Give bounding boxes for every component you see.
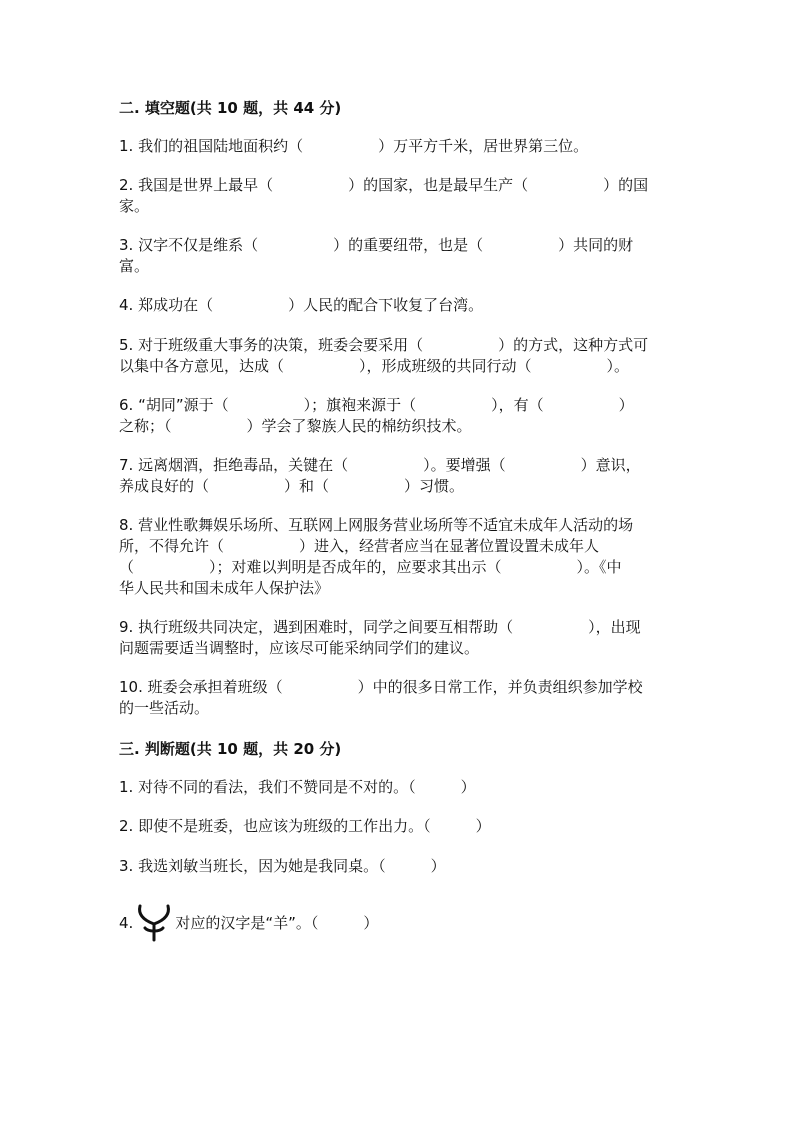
question-line: 4. 郑成功在（ ）人民的配合下收复了台湾。 xyxy=(119,296,484,314)
question-line: 7. 远离烟酒，拒绝毒品，关键在（ ）。要增强（ ）意识， xyxy=(119,456,641,474)
section-title-true-false: 三. 判断题(共 10 题，共 20 分) xyxy=(119,740,342,758)
question-line: 华人民共和国未成年人保护法》 xyxy=(119,579,330,597)
judge-question-3 xyxy=(119,856,679,877)
question-number: 4. xyxy=(119,913,134,932)
question-line: 富。 xyxy=(119,257,150,275)
question-line: 5. 对于班级重大事务的决策，班委会要采用（ ）的方式，这种方式可 xyxy=(119,336,649,354)
question-line: 3. 我选刘敏当班长，因为她是我同桌。（ ） xyxy=(119,857,446,875)
question-line: 3. 汉字不仅是维系（ ）的重要纽带，也是（ ）共同的财 xyxy=(119,236,634,254)
fill-question-5 xyxy=(119,335,679,377)
question-line: 问题需要适当调整时，应该尽可能采纳同学们的建议。 xyxy=(119,639,480,657)
fill-question-10 xyxy=(119,677,679,719)
question-line: 2. 我国是世界上最早（ ）的国家，也是最早生产（ ）的国 xyxy=(119,176,649,194)
fill-question-2 xyxy=(119,175,679,217)
question-line: （ ）；对难以判明是否成年的，应要求其出示（ ）。《中 xyxy=(119,558,622,576)
fill-question-8 xyxy=(119,515,679,599)
question-line: 的一些活动。 xyxy=(119,699,210,717)
fill-question-9 xyxy=(119,617,679,659)
question-line: 9. 执行班级共同决定，遇到困难时，同学之间要互相帮助（ ），出现 xyxy=(119,618,641,636)
fill-question-7 xyxy=(119,455,679,497)
question-text: 对应的汉字是“羊”。（ ） xyxy=(175,913,379,932)
question-line: 6. “胡同”源于（ ）；旗袍来源于（ ），有（ ） xyxy=(119,396,634,414)
question-line: 家。 xyxy=(119,197,150,215)
question-line: 所，不得允许（ ）进入，经营者应当在显著位置设置未成年人 xyxy=(119,537,600,555)
judge-question-1 xyxy=(119,777,679,798)
section-title-fill-blank: 二. 填空题(共 10 题，共 44 分) xyxy=(119,99,342,117)
fill-question-6 xyxy=(119,395,679,437)
judge-question-4 xyxy=(119,902,378,944)
question-line: 8. 营业性歌舞娱乐场所、互联网上网服务营业场所等不适宜未成年人活动的场 xyxy=(119,516,634,534)
judge-question-2 xyxy=(119,816,679,837)
fill-question-3 xyxy=(119,235,679,277)
question-line: 1. 我们的祖国陆地面积约（ ）万平方千米，居世界第三位。 xyxy=(119,137,589,155)
question-line: 以集中各方意见，达成（ ），形成班级的共同行动（ ）。 xyxy=(119,357,630,375)
fill-question-1 xyxy=(119,136,679,157)
oracle-bone-sheep-icon xyxy=(135,902,173,944)
question-line: 养成良好的（ ）和（ ）习惯。 xyxy=(119,477,465,495)
question-line: 2. 即使不是班委，也应该为班级的工作出力。（ ） xyxy=(119,817,491,835)
question-line: 10. 班委会承担着班级（ ）中的很多日常工作，并负责组织参加学校 xyxy=(119,678,643,696)
question-line: 1. 对待不同的看法，我们不赞同是不对的。（ ） xyxy=(119,778,476,796)
question-line: 之称；（ ）学会了黎族人民的棉纺织技术。 xyxy=(119,417,472,435)
fill-question-4 xyxy=(119,295,679,316)
